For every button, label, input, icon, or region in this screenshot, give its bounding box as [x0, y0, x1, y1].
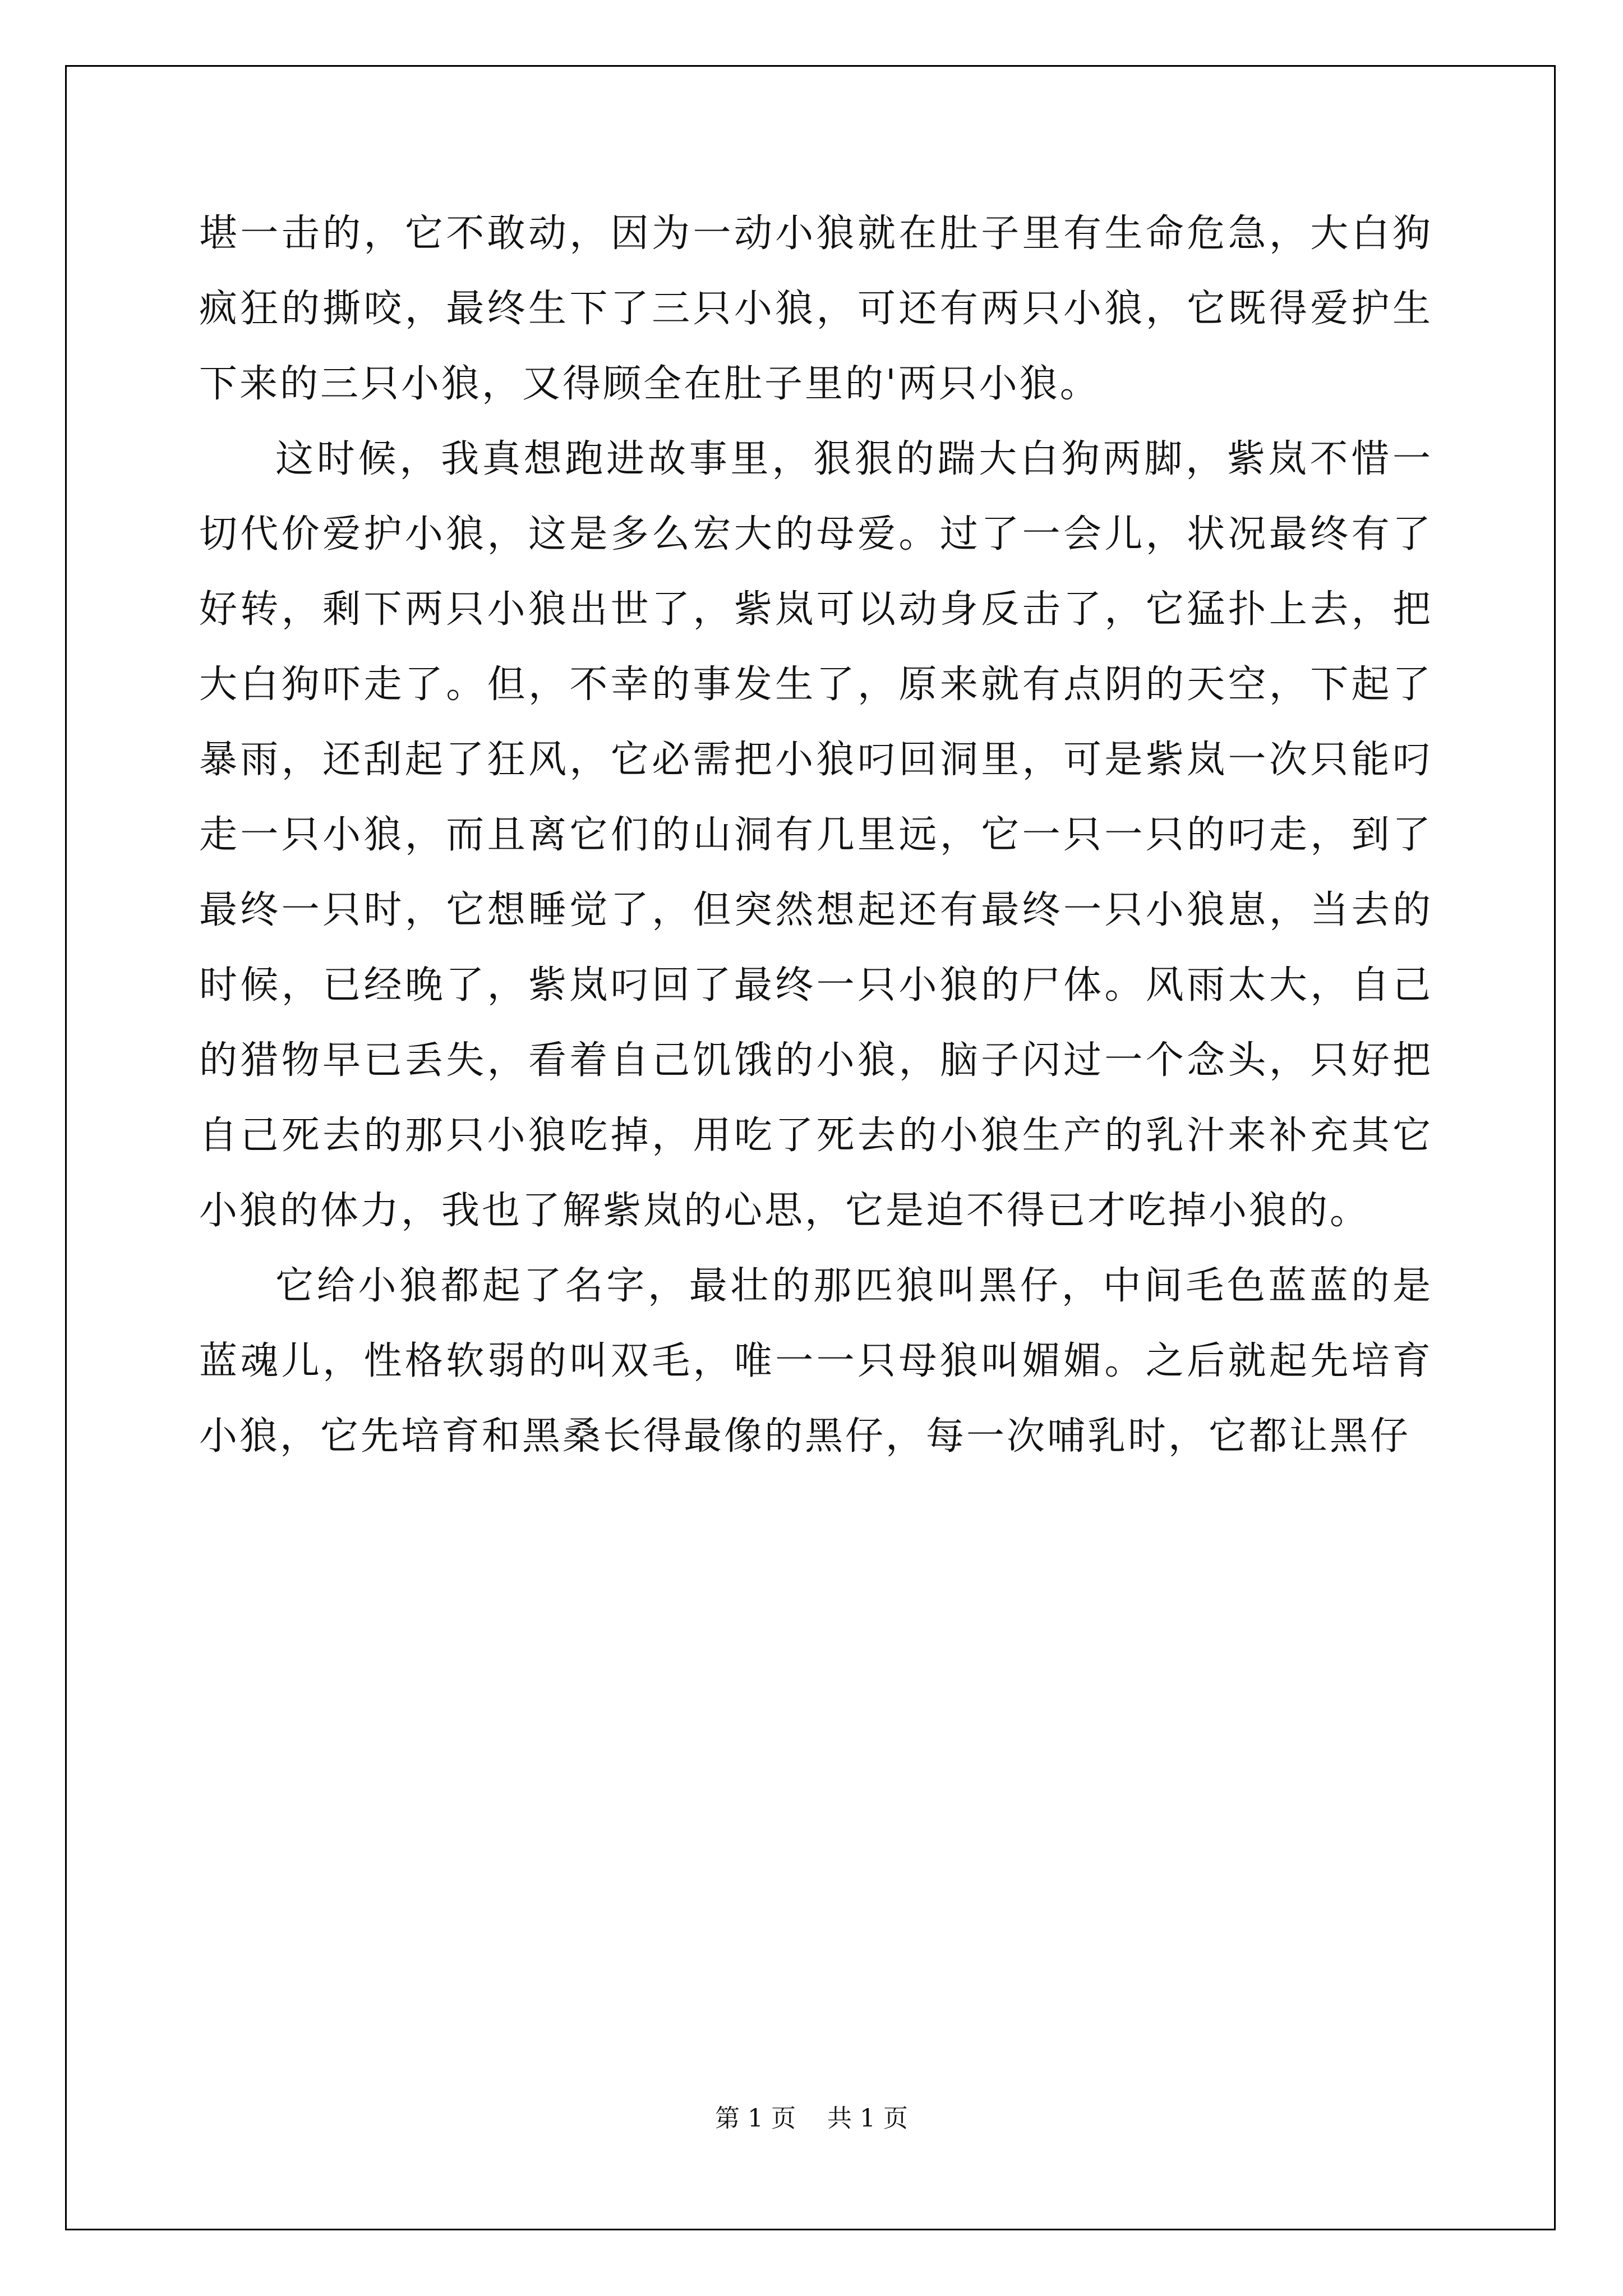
document-body [199, 196, 1433, 1474]
paragraph-3: 它给小狼都起了名字，最壮的那匹狼叫黑仔，中间毛色蓝蓝的是蓝魂儿，性格软弱的叫双毛，唯一一只母狼叫媚媚。之后就起先培育小狼，它先培育和黑桑长得最像的黑仔，每一次哺乳时，它都让黑仔 [199, 1264, 1433, 1458]
paragraph-1: 堪一击的，它不敢动，因为一动小狼就在肚子里有生命危急，大白狗疯狂的撕咬，最终生下了三只小狼，可还有两只小狼，它既得爱护生下来的三只小狼，又得顾全在肚子里的'两只小狼。 [199, 211, 1433, 406]
paragraph-2: 这时候，我真想跑进故事里，狠狠的踹大白狗两脚，紫岚不惜一切代价爱护小狼，这是多么宏大的母爱。过了一会儿，状况最终有了好转，剩下两只小狼出世了，紫岚可以动身反击了，它猛扑上去，把大白狗吓走了。但，不幸的事发生了，原来就有点阴的天空，下起了暴雨，还刮起了狂风，它必需把小狼叼回洞里，可是紫岚一次只能叼走一只小狼，而且离它们的山洞有几里远，它一只一只的叼走，到了最终一只时，它想睡觉了，但突然想起还有最终一只小狼崽，当去的时候，已经晚了，紫岚叼回了最终一只小狼的尸体。风雨太大，自己的猎物早已丢失，看着自己饥饿的小狼，脑子闪过一个念头，只好把自己死去的那只小狼吃掉，用吃了死去的小狼生产的乳汁来补充其它小狼的体力，我也了解紫岚的心思，它是迫不得已才吃掉小狼的。 [199, 437, 1433, 1233]
page-number-footer: 第 1 页 共 1 页 [715, 2104, 908, 2133]
